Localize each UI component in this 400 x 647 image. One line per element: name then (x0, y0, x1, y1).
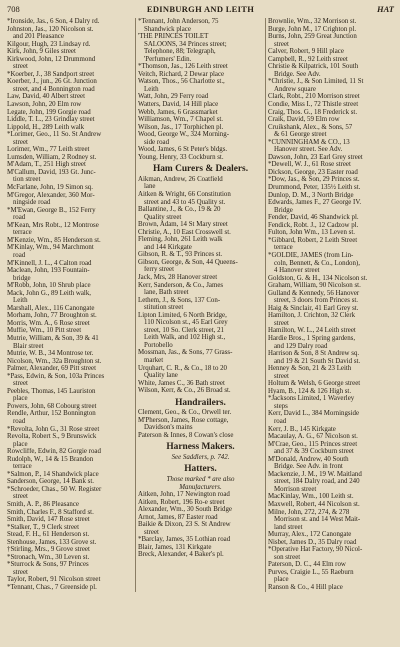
entry-line: Peebles, Thomas, 145 Lauriston (7, 387, 96, 395)
entry-line: Milne, John, 272, 274, & 278 (268, 508, 350, 516)
entry-continuation: road (13, 251, 26, 259)
entry-line: Harrison & Son, 8 St Andrew sq. (268, 350, 360, 358)
entry-line: *Ironside, Jas., 6 Son, 4 Dalry rd. (7, 18, 100, 25)
entry-line: Veitch, Richard, 2 Dewar place (138, 70, 225, 78)
entry-line: Johnston, Jas., 120 Nicolson st. (7, 25, 94, 33)
entry-line: *Stronach, Wm., 30 Leven st. (7, 553, 90, 561)
entry-line: Law, David, 40 Albert street (7, 93, 86, 101)
entry-continuation: Morrison street (274, 485, 317, 493)
entry-line: M'Crae, Geo., 115 Princes street (268, 440, 358, 448)
entry-line: Blair, James, 131 Kirkgate (138, 543, 212, 551)
entry-line: McFarlane, John, 19 Simon sq. (7, 184, 93, 192)
entry-continuation: 'Perfumers' Edin. (144, 55, 192, 63)
entry-line: MacKinlay, Wm., 100 Leith st. (268, 493, 354, 501)
entry-line: Lawson, John, 20 Elm row (7, 101, 82, 109)
entry-line: White, James C., 36 Bath street (138, 379, 225, 387)
entry-continuation: and 129 Dalry road (274, 342, 328, 350)
entry-line: *Dow, Jas., & Son, 29 Princes st. (268, 176, 360, 184)
entry-line: Taylor, Robert, 91 Nicolson street (7, 576, 101, 584)
entry-line: Maclean, John, 193 Fountain- (7, 267, 90, 275)
entry-continuation: and 19 & 21 South St David st. (274, 357, 361, 365)
entry-continuation: Bridge (274, 206, 293, 214)
entry-line: Clement, Geo., & Co., Orwell ter. (138, 409, 232, 417)
section-label: HAT (376, 4, 394, 14)
entry-continuation: street, 3 doors from Princes st. (274, 297, 359, 305)
entry-continuation: street (13, 138, 28, 146)
entry-line: Hyam, B., 124 & 126 High st. (268, 387, 352, 395)
entry-line: Dawson, John, 23 Earl Grey street (268, 153, 363, 161)
entry-continuation: land street (274, 523, 303, 531)
entry-continuation: street and 43 to 45 Quality st. (144, 198, 226, 206)
entry-continuation: place (13, 440, 28, 448)
running-title: EDINBURGH AND LEITH (146, 4, 255, 14)
entry-line: *Koerber, J., 38 Sandport street (7, 70, 95, 78)
entry-line: *Stalker, T., 9 Clerk street (7, 523, 79, 531)
entry-line: Wood, James, 6 St Peter's bldgs. (138, 146, 228, 154)
entry-line: Mackenzie, J. M., 19 W. Maitland (268, 470, 362, 478)
entry-continuation: street (13, 380, 28, 388)
entry-line: Lethem, J., & Sons, 137 Con- (138, 296, 221, 304)
entry-continuation: and 201 Pleasance (13, 33, 64, 41)
category-heading: Handrailers. (175, 397, 226, 408)
entry-line: Rudolph, W., 14 & 15 Brandon (7, 455, 94, 463)
entry-line: M'Kinlay, Wm., 94 Marchmont (7, 244, 94, 252)
entry-line: Legate, John, 199 Gorgie road (7, 108, 91, 116)
entry-line: *Gibbard, Robert, 2 Leith Street (268, 236, 358, 244)
entry-line: *Operative Hat Factory, 90 Nicol- (268, 546, 363, 554)
entry-line: Morham, John, 77 Broughton st. (7, 312, 97, 320)
entry-line: Wilson, Kerr, & Co., 26 Broad st. (138, 387, 231, 395)
entry-line: Morris, Wm. A., 6 Rose street (7, 319, 90, 327)
entry-line: Kerr, J. B., 145 Kirkgate (268, 425, 336, 433)
entry-line: Powers, John, 68 Cobourg street (7, 402, 97, 410)
entry-line: *GOLDIE, JAMES (from Lin- (268, 251, 354, 259)
entry-continuation: tion street (13, 176, 41, 184)
entry-continuation: Leith Walk, and 102 High st., (144, 334, 226, 342)
entry-line: Holtum & Welsh, 6 George street (268, 380, 361, 388)
entry-line: *Dewell, W. J., 61 Rose street (268, 161, 351, 169)
entry-line: Dunlop, D. M., 3 North Bridge (268, 191, 354, 199)
entry-line: Murray, Alex., 172 Canongate (268, 531, 352, 539)
entry-continuation: Blair street (13, 342, 44, 350)
entry-line: Kirkwood, John, 12 Drummond (7, 55, 96, 63)
entry-line: Nicolson, Wm., 32a Broughton st. (7, 357, 102, 365)
entry-line: Stenhouse, James, 133 Grove st. (7, 538, 97, 546)
entry-line: *Lorimer, Geo., 11 So. St Andrew (7, 131, 102, 139)
entry-continuation: steps (274, 402, 288, 410)
entry-line: †Stirling, Mrs., 9 Grove street (7, 546, 90, 554)
entry-line: *Schroeder, Chas., 50 W. Register (7, 485, 102, 493)
entry-continuation: Leith (13, 297, 28, 305)
entry-line: Hamilton, W. L., 24 Leith street (268, 327, 356, 335)
entry-continuation: 110 Nicolson st., 45 Earl Grey (144, 319, 228, 327)
entry-line: M'Gregor, Alexander, 360 Mor- (7, 191, 95, 199)
entry-line: Urquhart, C. R., & Co., 18 to 20 (138, 364, 228, 372)
entry-line: Watters, David, 14 Hill place (138, 101, 219, 109)
entry-continuation: road (13, 417, 26, 425)
entry-line: Graham, William, 90 Nicolson st. (268, 282, 361, 290)
entry-line: Aitken & Wright, 66 Constitution (138, 190, 231, 198)
entry-line: M'Callum, David, 193 Gt. Junc- (7, 168, 96, 176)
entry-line: Mutrie, William, & Son, 39 & 41 (7, 334, 99, 342)
entry-line: Mack, John G., 89 Leith walk, (7, 289, 92, 297)
entry-continuation: road (274, 417, 287, 425)
entry-continuation: Shandwick place (144, 25, 191, 33)
entry-line: Smith, Charles F., 8 Stafford st. (7, 508, 94, 516)
entry-line: Aitken, Robert, 196 Ro-e street (138, 498, 225, 506)
column-left (5, 18, 135, 592)
entry-continuation: Portobello (144, 341, 173, 349)
column-right (265, 18, 395, 592)
entry-line: Mossman, Jas., & Sons, 77 Grass- (138, 349, 233, 357)
entry-continuation: Quality street (144, 213, 182, 221)
entry-line: Watt, John, 29 Ferry road (138, 93, 209, 101)
entry-line: Fendick, Robt. J., 12 Cadzow pl. (268, 221, 359, 229)
entry-continuation: son street (274, 553, 301, 561)
entry-continuation: and 144 Kirkgate (144, 243, 192, 251)
entry-line: Haig & Sinclair, 41 Earl Grey st. (268, 304, 359, 312)
entry-line: Watson, Thos., 56 Charlotte st., (138, 78, 225, 86)
entry-continuation: lane, Bath street (144, 289, 189, 297)
entry-line: Macaulay, A. G., 67 Nicolson st. (268, 433, 358, 441)
entry-line: Jack, Mrs, 28 Hanover street (138, 274, 218, 281)
entry-line: *Tennant, John Anderson, 75 (138, 18, 219, 25)
category-note: See Saddlers, p. 742. (171, 453, 230, 461)
entry-line: Gulland & Kennedy, 56 Hanover (268, 289, 360, 297)
entry-line: Stead, F. H., 61 Henderson st. (7, 531, 90, 539)
entry-line: Lippold, H., 289 Leith walk (7, 123, 85, 131)
entry-line: Ranson & Co., 4 Hill place (268, 584, 343, 592)
entry-continuation: and 37 & 39 Cockburn street (274, 448, 354, 456)
entry-line: Kerr, David L., 384 Morningside (268, 410, 360, 418)
category-heading: Hatters. (184, 464, 217, 475)
entry-line: Lorimer, Wm., 77 Leith street (7, 146, 90, 154)
entry-line: Purves, Craigie L., 55 Raeburn (268, 568, 354, 576)
entry-continuation: market (144, 357, 164, 365)
entry-continuation: road (13, 214, 26, 222)
entry-line: Revolta, Robert S., 9 Brunswick (7, 433, 97, 441)
entry-continuation: lane (144, 183, 156, 191)
entry-line: Kerr, Sanderson, & Co., James (138, 281, 224, 289)
entry-line: Clark, Robt., 210 Morrison street (268, 93, 360, 101)
entry-continuation: Telephone, 88; Telegraph, (144, 48, 216, 56)
entry-line: Ballantine, J., & Co., 19 & 20 (138, 206, 221, 214)
entry-line: Hamilton, J. Crichton, 32 Clerk (268, 312, 356, 320)
entry-continuation: 4 Hanover street (274, 267, 320, 275)
entry-line: M'Adam, T., 251 High street (7, 161, 86, 169)
entry-line: *Christie, J., & Son Limited, 11 St (268, 78, 364, 86)
entry-continuation: terrace (13, 229, 32, 237)
entry-line: Liddle, T. L., 23 Grindlay street (7, 116, 95, 124)
page-header (5, 4, 396, 15)
entry-continuation: Morrison st. and 14 West Mait- (274, 516, 361, 524)
entry-line: 'THE PRINCES TOILET (138, 33, 209, 41)
entry-line: Lipton Limited, 6 North Bridge, (138, 311, 227, 319)
entry-line: Sanderson, George, 14 Bank st. (7, 478, 94, 486)
entry-line: Christie, A., 10 East Crosswell st. (138, 228, 231, 236)
entry-continuation: coln, Bennett, & Co., London), (274, 259, 360, 267)
entry-line: *M'Ewan, George B., 152 Ferry (7, 206, 96, 214)
entry-line: Paterson & Innes, 8 Cowan's close (138, 431, 234, 439)
entry-line: Edwards, James F., 27 George IV. (268, 199, 362, 207)
entry-line: Baikie & Dixon, 23 S. St Andrew (138, 521, 231, 529)
entry-line: Burns, John, 259 Great Junction (268, 33, 357, 41)
entry-line: M'Donald, Andrew, 40 South (268, 455, 349, 463)
entry-continuation: street, 184 Dalry road, and 240 (274, 478, 360, 486)
entry-line: Drummond, Peter, 135½ Leith st. (268, 184, 361, 192)
entry-line: M'Kinnell, J. L., 4 Calton road (7, 259, 92, 267)
entry-line: Henney & Son, 21 & 23 Leith (268, 365, 352, 373)
entry-line: Nisbet, James D., 35 Dalry road (268, 538, 357, 546)
entry-line: Craig, Thos. G., 18 Frederick st. (268, 108, 358, 116)
entry-line: Marshall, Alex., 116 Canongate (7, 304, 95, 312)
entry-continuation: Bridge. See Adv. (274, 70, 321, 78)
entry-line: Williamson, Wm., 7 Chapel st. (138, 116, 223, 124)
entry-line: Rendle, Arthur, 152 Bonnington (7, 410, 96, 418)
entry-line: Koerber, J., jun., 26 Gt. Junction (7, 78, 97, 86)
entry-line: Burge, John M., 17 Crighton pl. (268, 25, 357, 33)
entry-line: Rowcliffe, Edwin, 82 Gorgie road (7, 448, 101, 456)
entry-line: Maxwell, Robert, 44 Nicolson st. (268, 501, 360, 508)
entry-continuation: terrace (274, 244, 293, 252)
entry-line: *Tennant, Chas., 7 Greenside pl. (7, 584, 97, 592)
entry-line: M'Kean, Mrs Robt., 12 Montrose (7, 221, 99, 229)
entry-line: M'Kenzie, Wm., 85 Henderson st. (7, 236, 101, 244)
entry-line: Aikman, Andrew, 26 Coatfield (138, 175, 223, 183)
entry-line: Goldston, G. & H., 134 Nicolson st. (268, 274, 368, 282)
entry-line: Kirk, John, 9 Giles street (7, 48, 76, 56)
entry-continuation: Davidson's mains (144, 424, 193, 432)
entry-continuation: terrace (13, 463, 32, 471)
entry-line: Gibson, George, & Son, 44 Queens- (138, 258, 238, 266)
entry-line: Fulton, John Wm., 13 Leven st. (268, 229, 355, 237)
entry-continuation: ferry street (144, 266, 175, 274)
entry-line: *Revolta, John G., 31 Rose street (7, 425, 100, 433)
entry-continuation: Bridge. See Adv. in front (274, 463, 343, 471)
category-heading: Ham Curers & Dealers. (152, 164, 249, 175)
entry-line: Palmer, Alexander, 69 Pitt street (7, 365, 97, 373)
entry-continuation: Quality lane (144, 372, 178, 380)
entry-line: Campbell, R., 92 Leith street (268, 55, 348, 63)
category-heading: Harness Makers. (166, 442, 235, 453)
entry-continuation: ningside road (13, 199, 51, 207)
category-note: Those marked * are also (166, 475, 235, 483)
entry-line: Brownlie, Wm., 32 Morrison st. (268, 18, 357, 25)
entry-line: Christie & Kilpatrick, 101 South (268, 63, 359, 71)
entry-line: Dickson, George, 23 Easter road (268, 168, 358, 176)
entry-line: *Salmon, P., 14 Shandwick place (7, 470, 99, 478)
entry-line: Smith, A. P., 86 Pleasance (7, 501, 79, 508)
page-number: 708 (7, 4, 20, 14)
entry-continuation: Hanover street. See Adv. (274, 146, 343, 154)
entry-continuation: place (274, 576, 289, 584)
entry-line: Fender, David, 46 Shandwick pl. (268, 214, 359, 222)
entry-continuation: side road (144, 138, 170, 146)
entry-line: Young, Henry, 33 Cockburn st. (138, 153, 224, 161)
entry-line: Smith, David, 147 Rose street (7, 516, 90, 524)
entry-line: *Jacksons Limited, 1 Waverley (268, 395, 355, 403)
entry-continuation: street (274, 40, 289, 48)
entry-continuation: street, and 4 Bonnington road (13, 85, 95, 93)
entry-line: Aitken, John, 17 Newington road (138, 491, 230, 499)
entry-continuation: street (274, 319, 289, 327)
entry-line: Lumsden, William, 2 Rodney st. (7, 153, 97, 161)
entry-line: Mutrie, W. B., 34 Montrose ter. (7, 350, 94, 358)
entry-line: Cruikshank, Alex., & Sons, 57 (268, 123, 353, 131)
entry-continuation: Leith (144, 85, 159, 93)
entry-line: Calver, Robert, 9 Hill place (268, 48, 344, 56)
entry-continuation: street, 10 So. Clerk street, 21 (144, 326, 224, 334)
entry-continuation: bridge (13, 274, 31, 282)
entry-line: Webb, James, 6 Grassmarket (138, 108, 218, 116)
entry-line: Kilgour, Hugh, 23 Lindsay rd. (7, 40, 91, 48)
entry-continuation: street (13, 63, 28, 71)
entry-line: M'Pherson, James, Rose cottage, (138, 416, 229, 424)
entry-line: Hardie Bros., 1 Spring gardens, (268, 334, 356, 342)
entry-line: *CUNNINGHAM & CO., 13 (268, 138, 350, 146)
entry-continuation: street (274, 372, 289, 380)
entry-line: Brown, Adam, 14 St Mary street (138, 221, 228, 229)
entry-continuation: street (13, 568, 28, 576)
entry-line: Breck, Alexander, 4 Baker's pl. (138, 551, 224, 559)
entry-continuation: Andrew square (274, 85, 316, 93)
entry-line: Paterson, D. C., 44 Elm row (268, 561, 346, 569)
entry-line: Wood, George W., 324 Morning- (138, 131, 229, 139)
entry-continuation: SALOONS, 34 Princes street; (144, 40, 227, 48)
entry-line: Wilson, Jas., 17 Torphichen pl. (138, 123, 224, 131)
entry-line: *Sturrock & Sons, 97 Princes (7, 561, 89, 569)
entry-line: *Pass, Edwin, & Son, 103a Princes (7, 372, 105, 380)
directory-columns (5, 18, 396, 592)
entry-continuation: & 61 George street (274, 131, 327, 139)
entry-line: Alexander, Wm., 30 South Bridge (138, 506, 232, 514)
entry-line: Muffie, Wm., 10 Pitt street (7, 327, 82, 335)
entry-line: Arnot, James, 87 Easter road (138, 513, 218, 521)
entry-continuation: place (13, 395, 28, 403)
entry-continuation: street (13, 493, 28, 501)
entry-line: Gibson, R. & T., 93 Princes st. (138, 251, 223, 259)
entry-continuation: street (144, 528, 159, 536)
entry-line: *Thomson, Jas., 126 Leith street (138, 63, 228, 71)
entry-continuation: stitution street (144, 304, 184, 312)
entry-line: *Barclay, James, 35 Lothian road (138, 536, 231, 544)
category-note: Manufacturers. (179, 483, 222, 491)
entry-line: Craik, David, 59 Elm row (268, 116, 340, 124)
entry-line: M'Robb, John, 10 Shrub place (7, 282, 91, 290)
entry-line: Condie, Miss I., 72 Thistle street (268, 101, 359, 109)
column-middle (135, 18, 265, 592)
entry-line: Fleming, John, 261 Leith walk (138, 236, 223, 244)
